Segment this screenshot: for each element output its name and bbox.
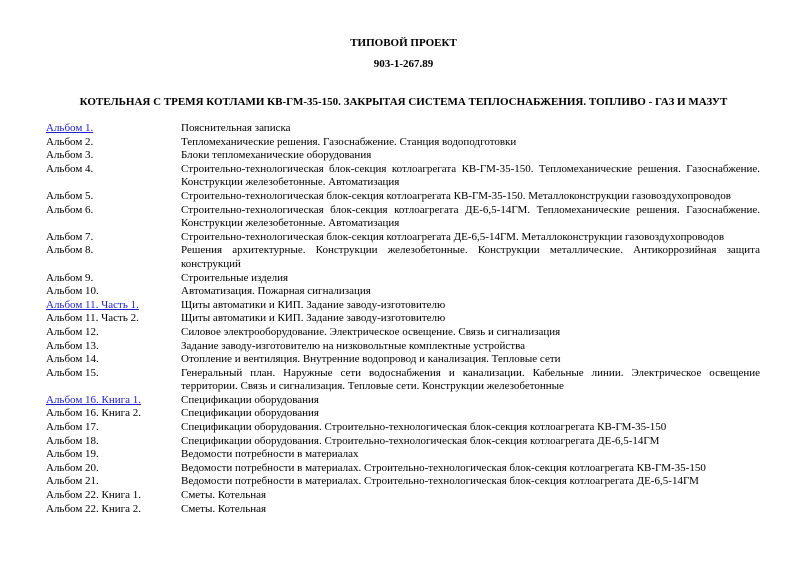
album-row xyxy=(46,462,760,476)
album-description: Спецификации оборудования xyxy=(181,393,319,406)
album-description: Ведомости потребности в материалах. Строительно-технологическая блок-секция котлоагрегата КВ-ГМ-35-150 xyxy=(181,461,706,474)
album-label-cell xyxy=(46,190,181,204)
album-list xyxy=(46,122,760,516)
album-description: Пояснительная записка xyxy=(181,122,291,134)
album-label-cell xyxy=(46,475,181,489)
album-label-cell xyxy=(46,340,181,354)
album-label: Альбом 16. Книга 2. xyxy=(46,407,142,420)
album-description: Строительные изделия xyxy=(181,271,289,284)
album-link[interactable]: Альбом 16. Книга 1. xyxy=(46,393,142,406)
album-label-cell xyxy=(46,299,181,313)
album-row xyxy=(46,340,760,354)
album-row xyxy=(46,149,760,163)
project-title: КОТЕЛЬНАЯ С ТРЕМЯ КОТЛАМИ КВ-ГМ-35-150. ЗАКРЫТАЯ СИСТЕМА ТЕПЛОСНАБЖЕНИЯ. ТОПЛИВО - ГАЗ И МАЗУТ xyxy=(79,96,728,108)
album-row xyxy=(46,435,760,449)
album-description: Строительно-технологическая блок-секция котлоагрегата ДЕ-6,5-14ГМ. Тепломеханические решения. Газоснабжение. Конструкции железобетонные. Автоматизация xyxy=(181,203,760,230)
album-label-cell xyxy=(46,421,181,435)
album-label-cell xyxy=(46,136,181,150)
album-label: Альбом 7. xyxy=(46,230,94,243)
album-row xyxy=(46,285,760,299)
album-row xyxy=(46,394,760,408)
album-label-cell xyxy=(46,503,181,517)
album-row xyxy=(46,272,760,286)
album-label-cell xyxy=(46,122,181,136)
album-label-cell xyxy=(46,435,181,449)
album-row xyxy=(46,312,760,326)
album-label: Альбом 2. xyxy=(46,135,94,148)
album-label: Альбом 17. xyxy=(46,421,99,434)
album-description: Строительно-технологическая блок-секция котлоагрегата ДЕ-6,5-14ГМ. Металлоконструкции газовоздухопроводов xyxy=(181,230,725,243)
album-description: Щиты автоматики и КИП. Задание заводу-изготовителю xyxy=(181,298,446,311)
album-label: Альбом 13. xyxy=(46,339,99,352)
album-label-cell xyxy=(46,231,181,245)
album-label-cell xyxy=(46,326,181,340)
album-label: Альбом 11. Часть 2. xyxy=(46,312,139,325)
album-description: Автоматизация. Пожарная сигнализация xyxy=(181,285,371,298)
album-label: Альбом 8. xyxy=(46,244,94,257)
album-description: Тепломеханические решения. Газоснабжение. Станция водоподготовки xyxy=(181,135,517,148)
album-row xyxy=(46,448,760,462)
album-description: Спецификации оборудования xyxy=(181,407,319,420)
album-label-cell xyxy=(46,285,181,299)
album-description: Щиты автоматики и КИП. Задание заводу-изготовителю xyxy=(181,312,446,325)
album-label-cell xyxy=(46,407,181,421)
album-label-cell xyxy=(46,367,181,394)
album-label: Альбом 22. Книга 2. xyxy=(46,502,142,515)
album-row xyxy=(46,407,760,421)
album-description: Генеральный план. Наружные сети водоснабжения и канализации. Кабельные линии. Электрическое освещение территории. Связь и сигнализация. Тепловые сети. Конструкции железобетонные xyxy=(181,366,760,393)
album-row xyxy=(46,190,760,204)
album-label: Альбом 10. xyxy=(46,285,99,298)
album-label: Альбом 4. xyxy=(46,162,94,175)
album-row xyxy=(46,231,760,245)
album-label-cell xyxy=(46,204,181,231)
album-label-cell xyxy=(46,353,181,367)
album-label: Альбом 18. xyxy=(46,434,99,447)
album-label: Альбом 19. xyxy=(46,448,99,461)
album-description: Спецификации оборудования. Строительно-технологическая блок-секция котлоагрегата КВ-ГМ-35-150 xyxy=(181,421,667,434)
album-label-cell xyxy=(46,394,181,408)
album-label: Альбом 21. xyxy=(46,475,99,488)
album-label: Альбом 14. xyxy=(46,353,99,366)
album-row xyxy=(46,136,760,150)
album-description: Строительно-технологическая блок-секция котлоагрегата КВ-ГМ-35-150. Тепломеханические решения. Газоснабжение. Конструкции железобетонные. Автоматизация xyxy=(181,162,760,189)
album-description: Спецификации оборудования. Строительно-технологическая блок-секция котлоагрегата ДЕ-6,5-14ГМ xyxy=(181,434,660,447)
album-description: Блоки тепломеханические оборудования xyxy=(181,149,372,162)
album-row xyxy=(46,204,760,231)
album-label: Альбом 5. xyxy=(46,189,94,202)
album-description: Отопление и вентиляция. Внутренние водопровод и канализация. Тепловые сети xyxy=(181,353,561,366)
album-label: Альбом 20. xyxy=(46,461,99,474)
album-label-cell xyxy=(46,489,181,503)
album-label: Альбом 3. xyxy=(46,149,94,162)
album-description: Строительно-технологическая блок-секция котлоагрегата КВ-ГМ-35-150. Металлоконструкции газовоздухопроводов xyxy=(181,189,731,202)
project-type-heading: ТИПОВОЙ ПРОЕКТ xyxy=(350,37,457,49)
album-row xyxy=(46,367,760,394)
album-row xyxy=(46,489,760,503)
album-link[interactable]: Альбом 11. Часть 1. xyxy=(46,298,139,311)
album-row xyxy=(46,326,760,340)
album-label-cell xyxy=(46,163,181,190)
album-row xyxy=(46,503,760,517)
album-row xyxy=(46,122,760,136)
album-label-cell xyxy=(46,312,181,326)
album-label-cell xyxy=(46,149,181,163)
album-row xyxy=(46,421,760,435)
album-row xyxy=(46,353,760,367)
album-row xyxy=(46,475,760,489)
album-row xyxy=(46,163,760,190)
album-label-cell xyxy=(46,244,181,271)
album-label: Альбом 6. xyxy=(46,203,94,216)
album-label-cell xyxy=(46,448,181,462)
album-description: Задание заводу-изготовителю на низковольтные комплектные устройства xyxy=(181,339,526,352)
album-label: Альбом 12. xyxy=(46,325,99,338)
album-label: Альбом 9. xyxy=(46,271,94,284)
album-row xyxy=(46,299,760,313)
project-number: 903-1-267.89 xyxy=(373,58,434,70)
album-description: Сметы. Котельная xyxy=(181,502,267,515)
album-link[interactable]: Альбом 1. xyxy=(46,122,94,134)
album-label: Альбом 15. xyxy=(46,366,99,379)
album-description: Ведомости потребности в материалах. Строительно-технологическая блок-секция котлоагрегата ДЕ-6,5-14ГМ xyxy=(181,475,699,488)
album-label-cell xyxy=(46,272,181,286)
album-description: Силовое электрооборудование. Электрическое освещение. Связь и сигнализация xyxy=(181,325,561,338)
album-label: Альбом 22. Книга 1. xyxy=(46,489,142,502)
album-row xyxy=(46,244,760,271)
album-description: Ведомости потребности в материалах xyxy=(181,448,359,461)
album-label-cell xyxy=(46,462,181,476)
album-description: Решения архитектурные. Конструкции железобетонные. Конструкции металлические. Антикоррозийная защита конструкций xyxy=(181,244,760,270)
album-description: Сметы. Котельная xyxy=(181,489,267,502)
